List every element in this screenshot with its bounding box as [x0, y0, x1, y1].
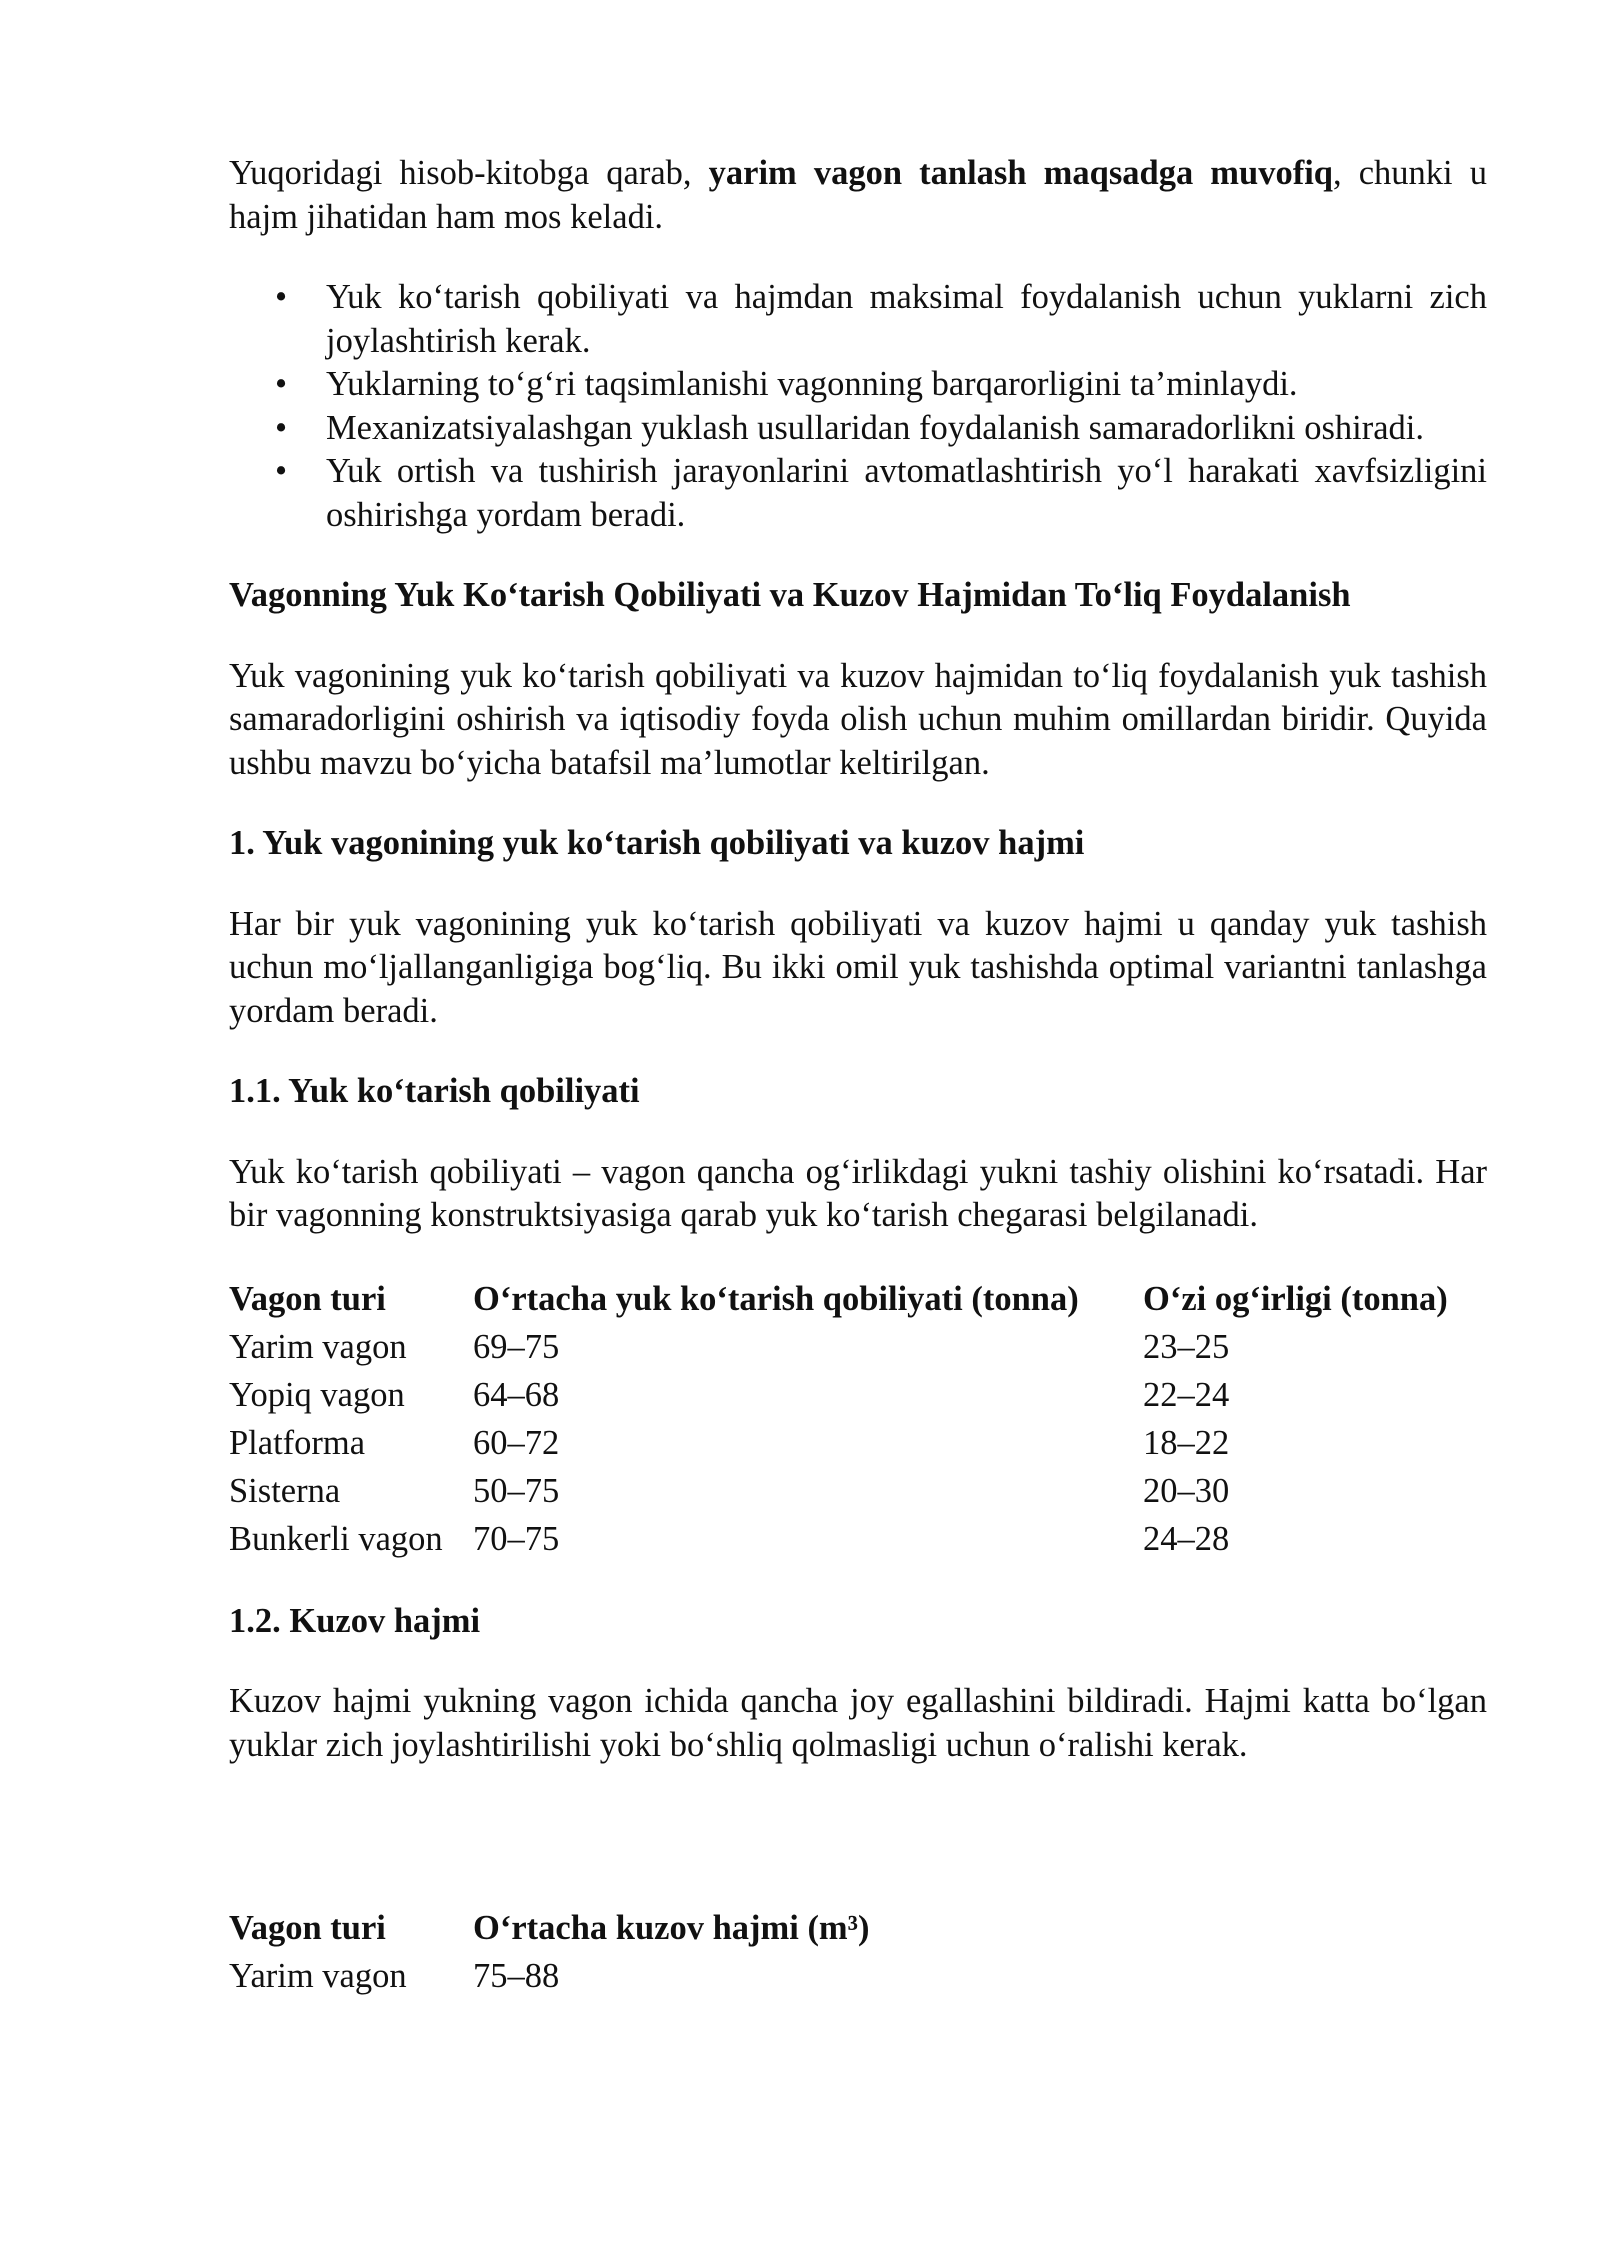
section-1-text: Har bir yuk vagonining yuk ko‘tarish qobiliyati va kuzov hajmi u qanday yuk tashish uchun mo‘ljallanganligiga bog‘liq. Bu ikki omil yuk tashishda optimal variantni tanlashga yordam beradi.: [229, 904, 1487, 1030]
spacer: [229, 785, 1487, 822]
intro-tail: , chunki u hajm jihatidan ham mos keladi.: [229, 154, 1487, 236]
list-item: [229, 363, 1487, 407]
table-header-cell: O‘zi og‘irligi (tonna): [1143, 1279, 1448, 1318]
spacer: [229, 618, 1487, 655]
table-row: [229, 1323, 1448, 1371]
table-cell: 64–68: [473, 1375, 560, 1414]
table-row: [229, 1952, 870, 2000]
table-row: [229, 1371, 1448, 1419]
table-cell: 60–72: [473, 1423, 560, 1462]
section-1-1-text: Yuk ko‘tarish qobiliyati – vagon qancha og‘irlikdagi yukni tashiy olishini ko‘rsatadi. Har bir vagonning konstruktsiyasiga qarab yuk ko‘tarish chegarasi belgilanadi.: [229, 1152, 1487, 1234]
table-header-cell: Vagon turi: [229, 1909, 386, 1947]
list-item-text: Yuk ortish va tushirish jarayonlarini avtomatlashtirish yo‘l harakati xavfsizligini oshirishga yordam beradi.: [326, 452, 1487, 534]
table-cell: 69–75: [473, 1327, 560, 1366]
table-cell: 20–30: [1143, 1471, 1230, 1510]
table-cell: 75–88: [473, 1957, 560, 1995]
table-cell: Sisterna: [229, 1471, 341, 1510]
table-header-cell: O‘rtacha yuk ko‘tarish qobiliyati (tonna): [473, 1279, 1079, 1318]
table-header-row: [229, 1904, 870, 1952]
table-cell: 18–22: [1143, 1423, 1230, 1462]
intro-lead: Yuqoridagi hisob-kitobga qarab,: [229, 154, 692, 192]
section-1-2-title: 1.2. Kuzov hajmi: [229, 1601, 481, 1640]
table-cell: 23–25: [1143, 1327, 1230, 1366]
table-header-row: [229, 1275, 1448, 1323]
table-row: [229, 1467, 1448, 1515]
table-header-cell: Vagon turi: [229, 1279, 386, 1318]
bullet-icon: •: [275, 365, 288, 403]
table-cell: 22–24: [1143, 1375, 1230, 1414]
spacer: [229, 239, 1487, 276]
spacer: [229, 1238, 1487, 1275]
list-item: [229, 276, 1487, 363]
intro-paragraph: [229, 152, 1487, 239]
table-row: [229, 1419, 1448, 1467]
table-row: [229, 1515, 1448, 1563]
spacer: [229, 537, 1487, 574]
spacer: [229, 1033, 1487, 1070]
table-cell: Yarim vagon: [229, 1327, 407, 1366]
spacer: [229, 1563, 1487, 1600]
table-cell: Yarim vagon: [229, 1957, 407, 1995]
bullet-icon: •: [275, 452, 288, 490]
section-main-title: Vagonning Yuk Ko‘tarish Qobiliyati va Kuzov Hajmidan To‘liq Foydalanish: [229, 576, 1351, 614]
table-cell: Yopiq vagon: [229, 1375, 405, 1414]
table-cell: 24–28: [1143, 1519, 1230, 1558]
table-cell: 70–75: [473, 1519, 560, 1558]
list-item: [229, 450, 1487, 537]
spacer: [229, 1643, 1487, 1680]
table-header-cell: O‘rtacha kuzov hajmi (m³): [473, 1909, 870, 1947]
table-cell: Platforma: [229, 1423, 366, 1462]
section-1-title: 1. Yuk vagonining yuk ko‘tarish qobiliyati va kuzov hajmi: [229, 824, 1085, 862]
section-main-text: Yuk vagonining yuk ko‘tarish qobiliyati va kuzov hajmidan to‘liq foydalanish yuk tashish samaradorligini oshirish va iqtisodiy foyda olish uchun muhim omillardan biridir. Quyida ushbu mavzu bo‘yicha batafsil ma’lumotlar keltirilgan.: [229, 656, 1487, 782]
list-item-text: Yuklarning to‘g‘ri taqsimlanishi vagonning barqarorligini ta’minlaydi.: [326, 365, 1298, 403]
table-cell: 50–75: [473, 1471, 560, 1510]
section-1-1-title: 1.1. Yuk ko‘tarish qobiliyati: [229, 1072, 640, 1110]
spacer: [229, 1767, 1487, 1867]
spacer: [229, 1867, 1487, 1904]
volume-table: [229, 1904, 870, 2000]
spacer: [229, 1114, 1487, 1151]
table-cell: Bunkerli vagon: [229, 1519, 443, 1558]
list-item-text: Mexanizatsiyalashgan yuklash usullaridan foydalanish samaradorlikni oshiradi.: [326, 408, 1424, 447]
section-1-2-text: Kuzov hajmi yukning vagon ichida qancha joy egallashini bildiradi. Hajmi katta bo‘lgan yuklar zich joylashtirilishi yoki bo‘shliq qolmasligi uchun o‘ralishi kerak.: [229, 1682, 1487, 1764]
spacer: [229, 866, 1487, 903]
list-item: [229, 407, 1487, 451]
capacity-table: [229, 1275, 1448, 1563]
bullet-list: [229, 276, 1487, 537]
bullet-icon: •: [275, 278, 288, 316]
intro-bold: yarim vagon tanlash maqsadga muvofiq: [708, 154, 1333, 192]
document-content: [229, 152, 1487, 2000]
bullet-icon: •: [275, 408, 288, 447]
list-item-text: Yuk ko‘tarish qobiliyati va hajmdan maksimal foydalanish uchun yuklarni zich joylashtirish kerak.: [326, 278, 1487, 360]
